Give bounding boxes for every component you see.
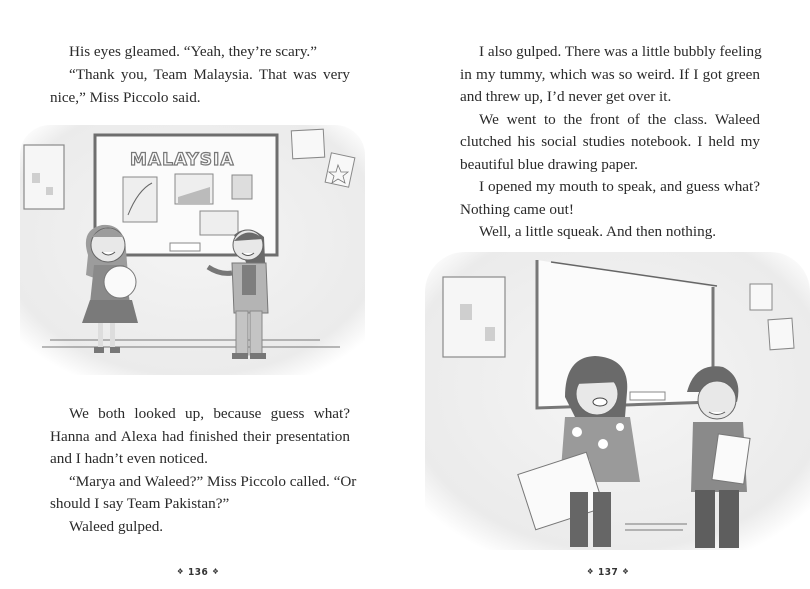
text-line: We both looked up, because guess what? (69, 405, 350, 422)
text-line: should I say Team Pakistan?” (50, 495, 230, 512)
text-line: I also gulped. There was a little bubbly feeling (479, 43, 762, 60)
text-line: “Marya and Waleed?” Miss Piccolo called. “Or (69, 472, 357, 490)
folio-ornament-icon: ❖ (587, 567, 594, 576)
text-line: and I hadn’t even noticed. (50, 450, 208, 467)
page-number-136 (173, 567, 223, 578)
svg-text:MALAYSIA: MALAYSIA (130, 150, 235, 170)
paragraph-little-squeak (460, 221, 760, 244)
illustration-nervous-presentation (425, 252, 810, 550)
text-line: I opened my mouth to speak, and guess what? (479, 178, 760, 195)
page-number-137 (583, 567, 633, 578)
paragraph-opened-mouth (460, 176, 760, 221)
paragraph-also-gulped (460, 41, 760, 109)
paragraph-thank-you (50, 64, 350, 109)
text-line: clutched his social studies notebook. I held my (460, 133, 760, 150)
text-line: nice,” Miss Piccolo said. (50, 88, 201, 106)
text-line: “Thank you, Team Malaysia. That was very (69, 66, 350, 83)
folio-ornament-icon: ❖ (177, 567, 184, 576)
page-number-text: 137 (597, 567, 619, 578)
text-line: Nothing came out! (460, 200, 574, 218)
folio-ornament-icon: ❖ (212, 567, 220, 576)
paragraph-team-pakistan (50, 471, 357, 516)
folio-ornament-icon: ❖ (622, 567, 630, 576)
text-line: and threw up, I’d never get over it. (460, 88, 672, 105)
paragraph-eyes-gleamed (50, 41, 350, 64)
paragraph-front-of-class (460, 109, 760, 177)
paragraph-looked-up (50, 403, 350, 471)
text-line: Well, a little squeak. And then nothing. (479, 223, 717, 240)
whiteboard-scene-image (425, 252, 810, 550)
text-line: We went to the front of the class. Waleed (479, 110, 760, 128)
text-line: His eyes gleamed. “Yeah, they’re scary.” (69, 43, 317, 60)
text-line: beautiful blue drawing paper. (460, 155, 638, 173)
text-line: Hanna and Alexa had finished their presentation (50, 427, 350, 445)
text-line: Waleed gulped. (69, 517, 164, 535)
malaysia-scene-image (20, 125, 365, 375)
right-page (405, 0, 810, 589)
text-line: in my tummy, which was so weird. If I got green (460, 65, 760, 83)
illustration-malaysia-presentation (20, 125, 365, 375)
page-number-text: 136 (187, 567, 209, 578)
paragraph-waleed-gulped (50, 516, 350, 539)
